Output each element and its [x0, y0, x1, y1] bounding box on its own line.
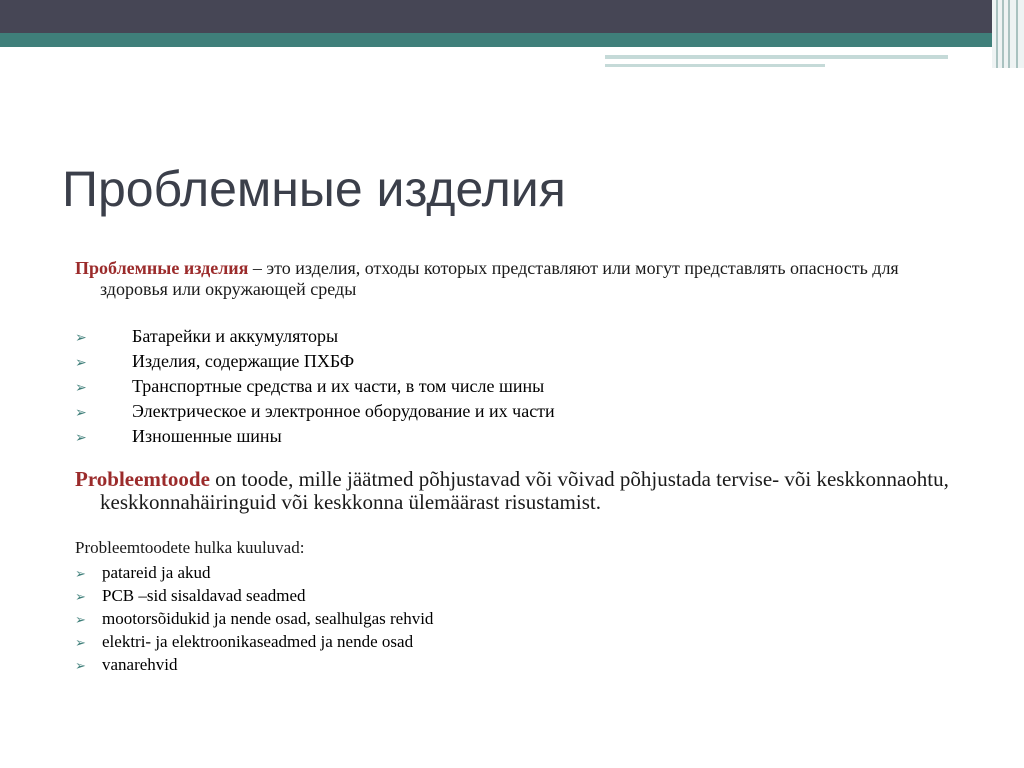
list-ru [75, 324, 555, 449]
term-et: Probleemtoode [75, 467, 210, 491]
list-item: ➢ mootorsõidukid ja nende osad, sealhulgas rehvid [75, 607, 433, 630]
definition-ru [75, 258, 940, 300]
arrow-bullet-icon: ➢ [75, 635, 86, 650]
definition-et-text: on toode, mille jäätmed põhjustavad või võivad põhjustada tervise- või keskkonnaohtu, keskkonnahäiringuid või keskkonna ülemäärast risustamist. [100, 467, 949, 514]
definition-ru-text: – это изделия, отходы которых представляют или могут представлять опасность для здоровья или окружающей среды [100, 258, 899, 299]
arrow-bullet-icon: ➢ [75, 356, 87, 371]
list-item: ➢ Электрическое и электронное оборудование и их части [75, 399, 555, 424]
list-item: ➢ PCB –sid sisaldavad seadmed [75, 584, 433, 607]
list-item: ➢ Изделия, содержащие ПХБФ [75, 349, 555, 374]
header-accent-line-2 [605, 64, 825, 67]
arrow-bullet-icon: ➢ [75, 612, 86, 627]
arrow-bullet-icon: ➢ [75, 658, 86, 673]
arrow-bullet-icon: ➢ [75, 431, 87, 446]
slide-title: Проблемные изделия [62, 161, 566, 217]
list-item: ➢ patareid ja akud [75, 561, 433, 584]
definition-et [75, 468, 980, 514]
arrow-bullet-icon: ➢ [75, 589, 86, 604]
term-ru: Проблемные изделия [75, 258, 249, 278]
arrow-bullet-icon: ➢ [75, 406, 87, 421]
header-teal-band [0, 33, 1024, 47]
arrow-bullet-icon: ➢ [75, 381, 87, 396]
header-decor-bars [992, 0, 1024, 68]
list-item: ➢ Транспортные средства и их части, в том числе шины [75, 374, 555, 399]
arrow-bullet-icon: ➢ [75, 331, 87, 346]
list-item: ➢ vanarehvid [75, 653, 433, 676]
list-et-heading: Probleemtoodete hulka kuuluvad: [75, 538, 305, 557]
header-dark-band [0, 0, 1024, 33]
header-accent-line [605, 55, 948, 59]
list-item: ➢ Изношенные шины [75, 424, 555, 449]
list-item: ➢ Батарейки и аккумуляторы [75, 324, 555, 349]
list-item: ➢ elektri- ja elektroonikaseadmed ja nende osad [75, 630, 433, 653]
arrow-bullet-icon: ➢ [75, 566, 86, 581]
list-et [75, 561, 433, 676]
